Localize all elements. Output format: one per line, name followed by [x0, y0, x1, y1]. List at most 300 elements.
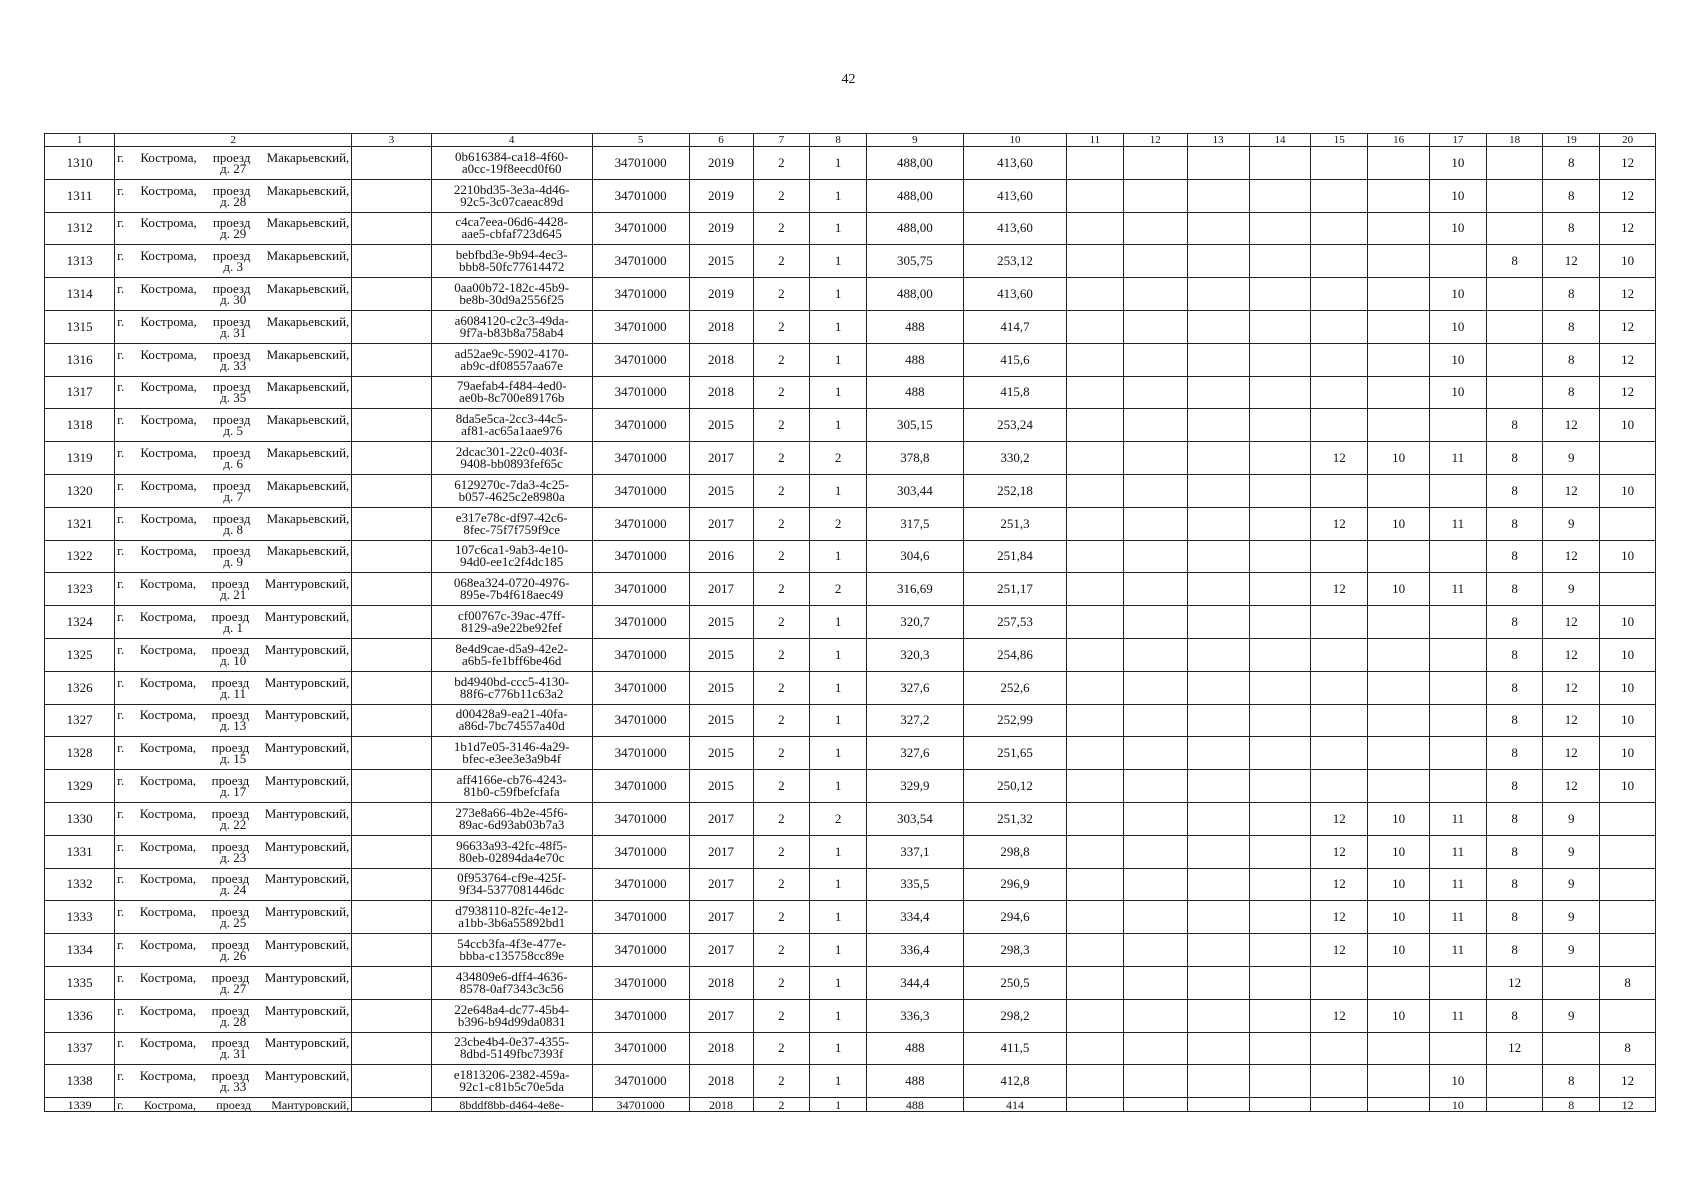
- address-cell: [115, 638, 352, 671]
- value-cell: [1486, 278, 1543, 311]
- address-word: Мантуровский,: [264, 871, 350, 887]
- value-cell: 10: [1600, 606, 1656, 639]
- address-word: проезд: [212, 215, 251, 231]
- value-cell: 2018: [689, 1065, 753, 1098]
- value-cell: 10: [1368, 999, 1430, 1032]
- value-cell: [1123, 442, 1187, 475]
- address-word: г.: [117, 773, 125, 789]
- address-word: Кострома,: [139, 969, 197, 985]
- value-cell: 12: [1311, 934, 1368, 967]
- value-cell: [1067, 343, 1124, 376]
- value-cell: 488: [866, 310, 963, 343]
- value-cell: 488: [866, 376, 963, 409]
- address-word: Мантуровский,: [264, 1035, 350, 1051]
- guid-line: d7938110-82fc-4e12-: [455, 903, 569, 919]
- address-word: Кострома,: [140, 346, 197, 362]
- house-number: д. 33: [220, 357, 247, 373]
- address-word: Мантуровский,: [264, 1002, 350, 1018]
- address-word: Мантуровский,: [264, 1068, 350, 1084]
- address-word: Макарьевский,: [266, 313, 350, 329]
- value-cell: 250,12: [963, 770, 1066, 803]
- empty-cell: [352, 868, 431, 901]
- value-cell: 1: [810, 606, 867, 639]
- value-cell: [1187, 245, 1249, 278]
- empty-cell: [352, 704, 431, 737]
- value-cell: 2015: [689, 409, 753, 442]
- value-cell: [1123, 278, 1187, 311]
- value-cell: [1067, 737, 1124, 770]
- empty-cell: [352, 212, 431, 245]
- value-cell: [1249, 245, 1311, 278]
- value-cell: [1311, 737, 1368, 770]
- value-cell: 2019: [689, 212, 753, 245]
- guid-line: bbb8-50fc77614472: [458, 259, 565, 275]
- value-cell: 1: [810, 343, 867, 376]
- row-number-cell: 1323: [45, 573, 115, 606]
- value-cell: [1486, 376, 1543, 409]
- value-cell: 251,17: [963, 573, 1066, 606]
- value-cell: [1249, 343, 1311, 376]
- value-cell: [1187, 343, 1249, 376]
- house-number: д. 33: [220, 1079, 247, 1095]
- guid-line: af81-ac65a1aae976: [461, 423, 563, 439]
- value-cell: 8: [1486, 671, 1543, 704]
- value-cell: 12: [1311, 901, 1368, 934]
- value-cell: 10: [1430, 179, 1487, 212]
- value-cell: 1: [810, 868, 867, 901]
- guid-line: 89ac-6d93ab03b7a3: [458, 816, 565, 832]
- value-cell: 12: [1543, 704, 1600, 737]
- value-cell: 1: [810, 540, 867, 573]
- empty-cell: [352, 573, 431, 606]
- value-cell: [1123, 966, 1187, 999]
- column-number-header: 16: [1368, 134, 1430, 147]
- value-cell: 12: [1600, 212, 1656, 245]
- address-word: г.: [117, 379, 125, 395]
- row-number-cell: 1328: [45, 737, 115, 770]
- value-cell: [1486, 310, 1543, 343]
- value-cell: 412,8: [963, 1065, 1066, 1098]
- value-cell: 34701000: [592, 704, 689, 737]
- address-word: проезд: [211, 707, 250, 723]
- address-word: проезд: [212, 412, 251, 428]
- value-cell: [1249, 999, 1311, 1032]
- address-word: г.: [117, 609, 125, 625]
- address-word: г.: [117, 838, 125, 854]
- value-cell: [1600, 934, 1656, 967]
- guid-line: ae0b-8c700e89176b: [458, 390, 565, 406]
- address-word: Мантуровский,: [264, 707, 350, 723]
- value-cell: [1311, 343, 1368, 376]
- value-cell: [1067, 1032, 1124, 1065]
- guid-line: 6129270c-7da3-4c25-: [454, 476, 570, 492]
- guid-line: 2210bd35-3e3a-4d46-: [453, 181, 570, 197]
- value-cell: [1187, 1065, 1249, 1098]
- address-cell: [115, 901, 352, 934]
- address-word: г.: [117, 313, 125, 329]
- address-cell: [115, 671, 352, 704]
- value-cell: 10: [1430, 343, 1487, 376]
- row-number-cell: 1325: [45, 638, 115, 671]
- address-word: проезд: [212, 346, 251, 362]
- value-cell: 1: [810, 1032, 867, 1065]
- guid-line: 9408-bb0893fef65c: [460, 456, 563, 472]
- value-cell: 9: [1543, 868, 1600, 901]
- value-cell: [1368, 671, 1430, 704]
- address-word: Кострома,: [139, 871, 197, 887]
- value-cell: [1249, 671, 1311, 704]
- value-cell: 298,3: [963, 934, 1066, 967]
- guid-line: 80eb-02894da4e70c: [458, 849, 565, 865]
- value-cell: 8: [1486, 901, 1543, 934]
- value-cell: 9: [1543, 999, 1600, 1032]
- value-cell: 413,60: [963, 147, 1066, 180]
- value-cell: [1123, 507, 1187, 540]
- empty-cell: [352, 540, 431, 573]
- value-cell: 34701000: [592, 999, 689, 1032]
- value-cell: 1: [810, 704, 867, 737]
- value-cell: 1: [810, 1065, 867, 1098]
- value-cell: 2: [753, 343, 810, 376]
- address-word: Кострома,: [139, 805, 197, 821]
- address-word: Макарьевский,: [266, 543, 350, 559]
- value-cell: 2: [810, 573, 867, 606]
- guid-line: 96633a93-42fc-48f5-: [456, 837, 568, 853]
- value-cell: [1067, 409, 1124, 442]
- guid-cell: [431, 966, 592, 999]
- value-cell: [1249, 802, 1311, 835]
- empty-cell: [352, 901, 431, 934]
- value-cell: [1430, 770, 1487, 803]
- value-cell: 10: [1600, 737, 1656, 770]
- value-cell: [1430, 704, 1487, 737]
- empty-cell: [352, 934, 431, 967]
- guid-line: 8fec-75f7f759f9ce: [463, 521, 561, 537]
- value-cell: 2: [753, 1098, 810, 1112]
- value-cell: 12: [1311, 999, 1368, 1032]
- value-cell: [1067, 901, 1124, 934]
- guid-cell: [431, 737, 592, 770]
- guid-line: 81b0-c59fbefcfafa: [463, 784, 560, 800]
- value-cell: 34701000: [592, 376, 689, 409]
- table-row: [45, 737, 1656, 770]
- row-number-cell: 1310: [45, 147, 115, 180]
- house-number: д. 25: [220, 915, 247, 931]
- guid-line: 23cbe4b4-0e37-4355-: [454, 1034, 570, 1050]
- guid-cell: [431, 1065, 592, 1098]
- value-cell: [1368, 409, 1430, 442]
- value-cell: 12: [1311, 835, 1368, 868]
- value-cell: 12: [1543, 245, 1600, 278]
- address-word: г.: [117, 805, 125, 821]
- value-cell: [1430, 638, 1487, 671]
- table-row: [45, 671, 1656, 704]
- address-word: г.: [117, 969, 125, 985]
- value-cell: [1067, 638, 1124, 671]
- value-cell: [1249, 573, 1311, 606]
- value-cell: [1430, 540, 1487, 573]
- empty-cell: [352, 245, 431, 278]
- row-number-cell: 1313: [45, 245, 115, 278]
- address-word: Кострома,: [139, 1068, 197, 1084]
- guid-line: 54ccb3fa-4f3e-477e-: [457, 936, 567, 952]
- value-cell: 10: [1430, 278, 1487, 311]
- value-cell: [1311, 770, 1368, 803]
- guid-line: 22e648a4-dc77-45b4-: [454, 1001, 570, 1017]
- value-cell: 9: [1543, 573, 1600, 606]
- empty-cell: [352, 999, 431, 1032]
- register-table: [44, 133, 1656, 1112]
- guid-cell: [431, 179, 592, 212]
- address-word: Кострома,: [140, 412, 197, 428]
- address-word: Мантуровский,: [264, 576, 350, 592]
- value-cell: 253,24: [963, 409, 1066, 442]
- guid-cell: [431, 409, 592, 442]
- value-cell: [1067, 540, 1124, 573]
- value-cell: [1067, 147, 1124, 180]
- value-cell: [1249, 704, 1311, 737]
- address-word: проезд: [211, 641, 250, 657]
- value-cell: [1187, 278, 1249, 311]
- address-word: проезд: [211, 576, 250, 592]
- value-cell: [1123, 147, 1187, 180]
- address-word: Мантуровский,: [264, 805, 350, 821]
- row-number-cell: 1324: [45, 606, 115, 639]
- address-word: г.: [117, 281, 125, 297]
- address-word: Макарьевский,: [266, 445, 350, 461]
- guid-cell: [431, 999, 592, 1032]
- table-row: [45, 999, 1656, 1032]
- value-cell: 337,1: [866, 835, 963, 868]
- value-cell: [1067, 245, 1124, 278]
- value-cell: [1067, 1065, 1124, 1098]
- value-cell: 251,3: [963, 507, 1066, 540]
- address-word: Кострома,: [139, 838, 197, 854]
- value-cell: 12: [1600, 310, 1656, 343]
- value-cell: 12: [1543, 770, 1600, 803]
- address-word: проезд: [212, 477, 251, 493]
- value-cell: [1600, 442, 1656, 475]
- guid-line: 273e8a66-4b2e-45f6-: [455, 804, 568, 820]
- value-cell: [1368, 966, 1430, 999]
- value-cell: [1123, 409, 1187, 442]
- guid-cell: [431, 573, 592, 606]
- row-number-cell: 1317: [45, 376, 115, 409]
- value-cell: 8: [1486, 737, 1543, 770]
- address-word: Кострома,: [139, 1035, 197, 1051]
- value-cell: 12: [1600, 1098, 1656, 1112]
- value-cell: [1486, 343, 1543, 376]
- address-word: г.: [117, 215, 125, 231]
- value-cell: 10: [1600, 540, 1656, 573]
- value-cell: 251,32: [963, 802, 1066, 835]
- value-cell: [1249, 934, 1311, 967]
- row-number-cell: 1311: [45, 179, 115, 212]
- guid-cell: [431, 770, 592, 803]
- empty-cell: [352, 737, 431, 770]
- empty-cell: [352, 638, 431, 671]
- value-cell: [1311, 376, 1368, 409]
- guid-line: 8dbd-5149fbc7393f: [460, 1046, 564, 1062]
- value-cell: [1311, 474, 1368, 507]
- value-cell: 34701000: [592, 278, 689, 311]
- house-number: д. 27: [220, 980, 247, 996]
- value-cell: 303,54: [866, 802, 963, 835]
- value-cell: [1368, 245, 1430, 278]
- value-cell: 2: [753, 671, 810, 704]
- row-number-cell: 1322: [45, 540, 115, 573]
- value-cell: 2: [753, 704, 810, 737]
- value-cell: [1311, 245, 1368, 278]
- value-cell: 8: [1486, 638, 1543, 671]
- guid-line: 8129-a9e22be92fef: [461, 620, 563, 636]
- column-number-header: 10: [963, 134, 1066, 147]
- value-cell: [1123, 770, 1187, 803]
- value-cell: 34701000: [592, 868, 689, 901]
- row-number-cell: 1336: [45, 999, 115, 1032]
- value-cell: 304,6: [866, 540, 963, 573]
- value-cell: 2: [753, 179, 810, 212]
- value-cell: 34701000: [592, 606, 689, 639]
- value-cell: 8: [1486, 835, 1543, 868]
- value-cell: [1543, 1032, 1600, 1065]
- value-cell: 8: [1543, 278, 1600, 311]
- table-row: [45, 1032, 1656, 1065]
- value-cell: 12: [1600, 179, 1656, 212]
- value-cell: 415,8: [963, 376, 1066, 409]
- address-word: проезд: [211, 969, 250, 985]
- value-cell: [1311, 310, 1368, 343]
- value-cell: [1600, 901, 1656, 934]
- address-cell: [115, 540, 352, 573]
- value-cell: 8: [1486, 704, 1543, 737]
- guid-line: bd4940bd-ccc5-4130-: [454, 673, 570, 689]
- value-cell: 1: [810, 1098, 867, 1112]
- value-cell: [1430, 409, 1487, 442]
- address-word: Макарьевский,: [266, 182, 350, 198]
- guid-cell: [431, 704, 592, 737]
- address-cell: [115, 1032, 352, 1065]
- column-number-header: 12: [1123, 134, 1187, 147]
- value-cell: [1486, 179, 1543, 212]
- address-word: г.: [117, 543, 125, 559]
- address-word: проезд: [211, 609, 250, 625]
- house-number: д. 29: [220, 226, 247, 242]
- address-cell: [115, 245, 352, 278]
- address-cell: [115, 966, 352, 999]
- house-number: д. 15: [220, 751, 247, 767]
- guid-line: 434809e6-dff4-4636-: [455, 968, 568, 984]
- guid-cell: [431, 507, 592, 540]
- row-number-cell: 1329: [45, 770, 115, 803]
- house-number: д. 6: [223, 456, 244, 472]
- value-cell: [1187, 671, 1249, 704]
- value-cell: 1: [810, 278, 867, 311]
- value-cell: [1123, 704, 1187, 737]
- value-cell: 2: [753, 802, 810, 835]
- value-cell: [1187, 901, 1249, 934]
- guid-line: 8da5e5ca-2cc3-44c5-: [455, 411, 568, 427]
- value-cell: 10: [1600, 704, 1656, 737]
- value-cell: [1430, 966, 1487, 999]
- address-word: г.: [117, 576, 125, 592]
- value-cell: [1123, 901, 1187, 934]
- value-cell: [1368, 278, 1430, 311]
- value-cell: 1: [810, 901, 867, 934]
- row-number-cell: 1333: [45, 901, 115, 934]
- value-cell: 8: [1600, 966, 1656, 999]
- address-word: г.: [117, 346, 125, 362]
- value-cell: 336,4: [866, 934, 963, 967]
- value-cell: [1249, 442, 1311, 475]
- value-cell: 2017: [689, 573, 753, 606]
- value-cell: 8: [1543, 212, 1600, 245]
- value-cell: [1123, 934, 1187, 967]
- value-cell: 414,7: [963, 310, 1066, 343]
- value-cell: [1123, 343, 1187, 376]
- value-cell: [1123, 310, 1187, 343]
- value-cell: 8: [1486, 802, 1543, 835]
- value-cell: [1368, 1065, 1430, 1098]
- value-cell: 12: [1600, 1065, 1656, 1098]
- guid-cell: [431, 343, 592, 376]
- house-number: д. 30: [220, 292, 247, 308]
- value-cell: [1311, 1098, 1368, 1112]
- value-cell: 10: [1368, 802, 1430, 835]
- address-word: г.: [117, 1035, 125, 1051]
- address-word: проезд: [211, 773, 250, 789]
- value-cell: 488,00: [866, 147, 963, 180]
- value-cell: 8: [1486, 770, 1543, 803]
- address-cell: [115, 999, 352, 1032]
- value-cell: 317,5: [866, 507, 963, 540]
- value-cell: 2: [753, 310, 810, 343]
- address-word: г.: [117, 182, 125, 198]
- value-cell: 8: [1543, 343, 1600, 376]
- table-row: [45, 606, 1656, 639]
- value-cell: 8: [1486, 999, 1543, 1032]
- address-word: Макарьевский,: [266, 248, 350, 264]
- value-cell: 8: [1543, 147, 1600, 180]
- house-number: д. 7: [223, 488, 244, 504]
- value-cell: 488: [866, 1065, 963, 1098]
- address-word: Кострома,: [143, 1097, 196, 1112]
- column-number-header: 5: [592, 134, 689, 147]
- value-cell: [1123, 573, 1187, 606]
- address-word: Кострома,: [140, 313, 197, 329]
- value-cell: 8: [1486, 540, 1543, 573]
- value-cell: [1123, 1065, 1187, 1098]
- value-cell: 12: [1311, 573, 1368, 606]
- guid-line: b396-b94d99da0831: [457, 1013, 566, 1029]
- address-word: проезд: [212, 510, 251, 526]
- house-number: д. 11: [220, 685, 247, 701]
- value-cell: [1187, 999, 1249, 1032]
- address-cell: [115, 835, 352, 868]
- address-word: проезд: [212, 182, 251, 198]
- address-word: Мантуровский,: [264, 838, 350, 854]
- table-row: [45, 1065, 1656, 1098]
- guid-line: be8b-30d9a2556f25: [459, 292, 565, 308]
- value-cell: 329,9: [866, 770, 963, 803]
- value-cell: 488: [866, 1098, 963, 1112]
- address-word: проезд: [211, 937, 250, 953]
- value-cell: 9: [1543, 901, 1600, 934]
- address-word: проезд: [211, 1068, 250, 1084]
- table-row: [45, 245, 1656, 278]
- address-word: Макарьевский,: [266, 281, 350, 297]
- guid-cell: [431, 835, 592, 868]
